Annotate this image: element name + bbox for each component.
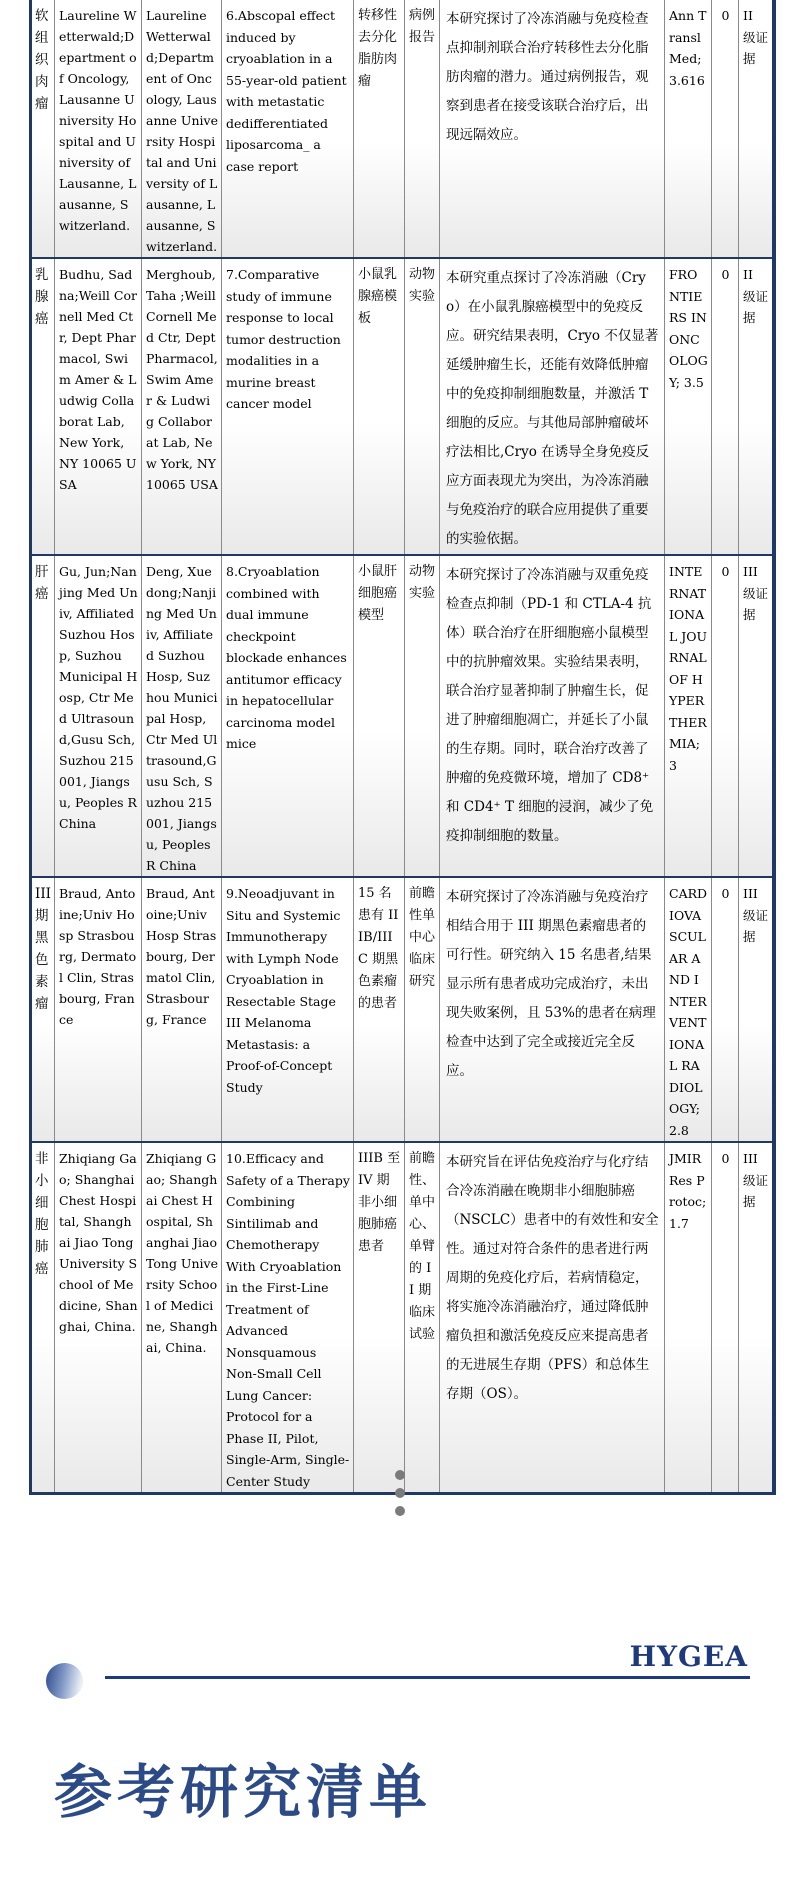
- cancer-type-cell: 肝癌: [31, 555, 55, 877]
- study-type-cell: 前瞻性单中心临床研究: [405, 877, 440, 1142]
- journal-cell: INTERNATIONAL JOURNAL OF HYPERTHERMIA; 3: [665, 555, 712, 877]
- sphere-decoration-icon: [46, 1663, 83, 1699]
- study-title-cell: 6.Abscopal effect induced by cryoablation in a 55-year-old patient with metastatic dedifferentiated liposarcoma_ a case report: [222, 0, 354, 258]
- research-reference-table: [29, 0, 776, 1495]
- study-title-cell: 10.Efficacy and Safety of a Therapy Combining Sintilimab and Chemotherapy With Cryoablation in the First-Line Treatment of Advanced Nonsquamous Non-Small Cell Lung Cancer: Protocol for a Phase II, Pilot, Single-Arm, Single-Center Study: [222, 1142, 354, 1494]
- evidence-level-cell: III 级证据: [739, 555, 774, 877]
- cancer-type-cell: 乳腺癌: [31, 258, 55, 555]
- citations-cell: 0: [712, 1142, 739, 1494]
- table-row: [31, 555, 774, 877]
- table-row: [31, 1142, 774, 1494]
- table-row: [31, 877, 774, 1142]
- evidence-level-cell: II 级证据: [739, 0, 774, 258]
- first-author-cell: Zhiqiang Gao; Shanghai Chest Hospital, Shanghai Jiao Tong University School of Medicine, Shanghai, China.: [55, 1142, 142, 1494]
- study-title-cell: 9.Neoadjuvant in Situ and Systemic Immunotherapy with Lymph Node Cryoablation in Resectable Stage III Melanoma Metastasis: a Proof-of-Concept Study: [222, 877, 354, 1142]
- first-author-cell: Budhu, Sadna;Weill Cornell Med Ctr, Dept Pharmacol, Swim Amer & Ludwig Collaborat Lab, New York, NY 10065 USA: [55, 258, 142, 555]
- study-title-cell: 8.Cryoablation combined with dual immune checkpoint blockade enhances antitumor efficacy in hepatocellular carcinoma model mice: [222, 555, 354, 877]
- citations-cell: 0: [712, 555, 739, 877]
- corresponding-author-cell: Merghoub, Taha ;Weill Cornell Med Ctr, Dept Pharmacol, Swim Amer & Ludwig Collaborat Lab, New York, NY 10065 USA: [142, 258, 222, 555]
- summary-cell: 本研究重点探讨了冷冻消融（Cryo）在小鼠乳腺癌模型中的免疫反应。研究结果表明，Cryo 不仅显著延缓肿瘤生长，还能有效降低肿瘤中的免疫抑制细胞数量，并激活 T 细胞的反应。与其他局部肿瘤破坏疗法相比,Cryo 在诱导全身免疫反应方面表现尤为突出，为冷冻消融与免疫治疗的联合应用提供了重要的实验依据。: [440, 258, 665, 555]
- citations-cell: 0: [712, 877, 739, 1142]
- brand-logo: HYGEA: [629, 1640, 748, 1673]
- summary-cell: 本研究探讨了冷冻消融与免疫检查点抑制剂联合治疗转移性去分化脂肪肉瘤的潜力。通过病例报告，观察到患者在接受该联合治疗后，出现远隔效应。: [440, 0, 665, 258]
- evidence-level-cell: III 级证据: [739, 1142, 774, 1494]
- summary-cell: 本研究探讨了冷冻消融与双重免疫检查点抑制（PD-1 和 CTLA-4 抗体）联合治疗在肝细胞癌小鼠模型中的抗肿瘤效果。实验结果表明，联合治疗显著抑制了肿瘤生长，促进了肿瘤细胞凋亡，并延长了小鼠的生存期。同时，联合治疗改善了肿瘤的免疫微环境，增加了 CD8⁺和 CD4⁺ T 细胞的浸润，减少了免疫抑制细胞的数量。: [440, 555, 665, 877]
- evidence-level-cell: II 级证据: [739, 258, 774, 555]
- study-type-cell: 前瞻性、单中心、单臂的 II 期临床试验: [405, 1142, 440, 1494]
- study-title-cell: 7.Comparative study of immune response to local tumor destruction modalities in a murine breast cancer model: [222, 258, 354, 555]
- subject-cell: 小鼠乳腺癌模板: [354, 258, 405, 555]
- summary-cell: 本研究探讨了冷冻消融与免疫治疗相结合用于 III 期黑色素瘤患者的可行性。研究纳入 15 名患者,结果显示所有患者成功完成治疗，未出现失败案例，且 53%的患者在病理检查中达到了完全或接近完全反应。: [440, 877, 665, 1142]
- corresponding-author-cell: Zhiqiang Gao; Shanghai Chest Hospital, Shanghai Jiao Tong University School of Medicine, Shanghai, China.: [142, 1142, 222, 1494]
- evidence-level-cell: III 级证据: [739, 877, 774, 1142]
- journal-cell: FRONTIERS IN ONCOLOGY; 3.5: [665, 258, 712, 555]
- table-row: [31, 258, 774, 555]
- journal-cell: CARDIOVASCULAR AND INTERVENTIONAL RADIOLOGY; 2.8: [665, 877, 712, 1142]
- dot: [395, 1506, 405, 1516]
- journal-cell: JMIR Res Protoc; 1.7: [665, 1142, 712, 1494]
- summary-cell: 本研究旨在评估免疫治疗与化疗结合冷冻消融在晚期非小细胞肺癌（NSCLC）患者中的有效性和安全性。通过对符合条件的患者进行两周期的免疫化疗后，若病情稳定，将实施冷冻消融治疗，通过降低肿瘤负担和激活免疫反应来提高患者的无进展生存期（PFS）和总体生存期（OS）。: [440, 1142, 665, 1494]
- dot: [395, 1488, 405, 1498]
- subject-cell: IIIB 至 IV 期非小细胞肺癌患者: [354, 1142, 405, 1494]
- first-author-cell: Gu, Jun;Nanjing Med Univ, Affiliated Suzhou Hosp, Suzhou Municipal Hosp, Ctr Med Ultrasound,Gusu Sch, Suzhou 215001, Jiangsu, Peoples R China: [55, 555, 142, 877]
- study-type-cell: 病例报告: [405, 0, 440, 258]
- cancer-type-cell: III期黑色素瘤: [31, 877, 55, 1142]
- corresponding-author-cell: Braud, Antoine;Univ Hosp Strasbourg, Dermatol Clin, Strasbourg, France: [142, 877, 222, 1142]
- footer-divider: [105, 1676, 750, 1679]
- dot: [395, 1470, 405, 1480]
- citations-cell: 0: [712, 0, 739, 258]
- journal-cell: Ann Transl Med;3.616: [665, 0, 712, 258]
- study-type-cell: 动物实验: [405, 555, 440, 877]
- cancer-type-cell: 软组织肉瘤: [31, 0, 55, 258]
- corresponding-author-cell: Deng, Xuedong;Nanjing Med Univ, Affiliated Suzhou Hosp, Suzhou Municipal Hosp, Ctr Med Ultrasound,Gusu Sch, Suzhou 215001, Jiangsu, Peoples R China: [142, 555, 222, 877]
- citations-cell: 0: [712, 258, 739, 555]
- first-author-cell: Laureline Wetterwald;Department of Oncology, Lausanne University Hospital and University of Lausanne, Lausanne, Switzerland.: [55, 0, 142, 258]
- subject-cell: 转移性去分化脂肪肉瘤: [354, 0, 405, 258]
- cancer-type-cell: 非小细胞肺癌: [31, 1142, 55, 1494]
- table-row: [31, 0, 774, 258]
- subject-cell: 15 名患有 IIIB/IIIC 期黑色素瘤的患者: [354, 877, 405, 1142]
- subject-cell: 小鼠肝细胞癌模型: [354, 555, 405, 877]
- first-author-cell: Braud, Antoine;Univ Hosp Strasbourg, Dermatol Clin, Strasbourg, France: [55, 877, 142, 1142]
- more-dots-icon: [395, 1470, 405, 1524]
- corresponding-author-cell: Laureline Wetterwald;Department of Oncology, Lausanne University Hospital and University of Lausanne, Lausanne, Switzerland.: [142, 0, 222, 258]
- page-title: 参考研究清单: [54, 1758, 433, 1826]
- study-type-cell: 动物实验: [405, 258, 440, 555]
